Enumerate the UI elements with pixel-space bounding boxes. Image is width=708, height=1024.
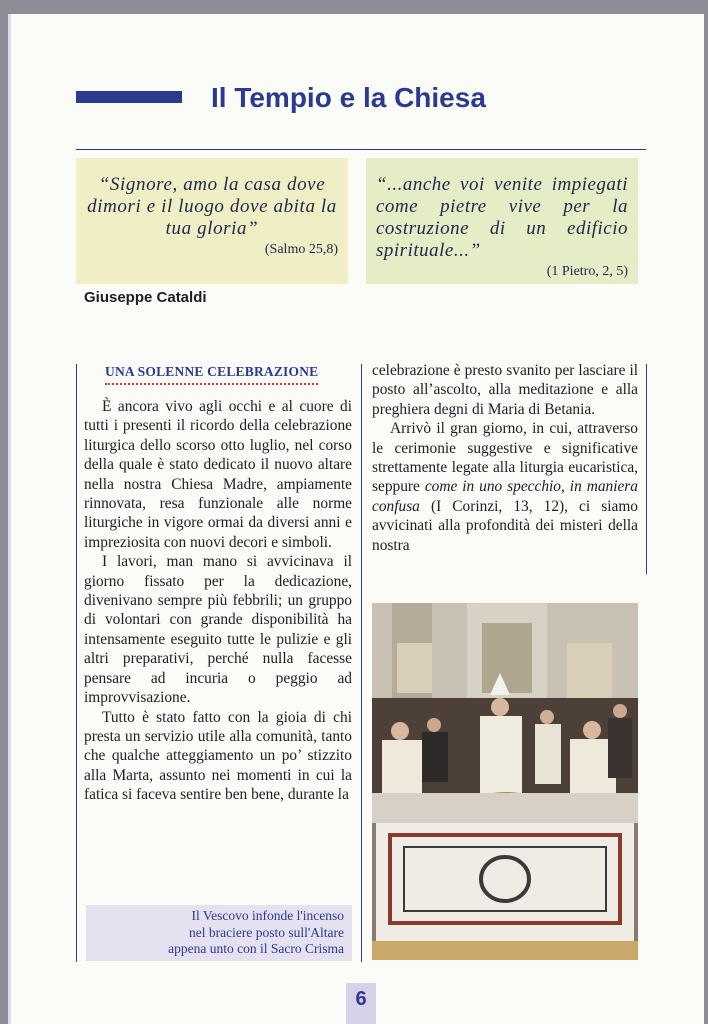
body-paragraph: È ancora vivo agli occhi e al cuore di tutti i presenti il ricordo della celebrazione liturgica dello scorso otto luglio, nel corso della quale è stato dedicato il nuovo altare nella nostra Chiesa Madre, ampiamente rinnovata, resa funzionale alle norme liturgiche in vigore ormai da diversi anni e impreziosita con nuovi decori e simboli. bbox=[84, 398, 352, 551]
caption-line: appena unto con il Sacro Crisma bbox=[168, 941, 344, 956]
quote-text: “Signore, amo la casa dove dimori e il luogo dove abita la tua gloria” bbox=[87, 174, 337, 239]
body-text: (I Corinzi, 13, 12), ci siamo avvicinati alla profondità dei misteri della nostra bbox=[372, 497, 638, 554]
body-paragraph: celebrazione è presto svanito per lasciare il posto all’ascolto, alla meditazione e alla preghiera degni di Maria di Betania. bbox=[372, 362, 638, 418]
right-column-rule bbox=[646, 364, 647, 574]
quote-source: (Salmo 25,8) bbox=[264, 242, 338, 257]
left-text-column bbox=[84, 397, 352, 805]
article-title: Il Tempio e la Chiesa bbox=[211, 82, 486, 113]
quote-source: (1 Pietro, 2, 5) bbox=[546, 264, 628, 279]
quote-text: “...anche voi venite impiegati come pietre vive per la costruzione di un edificio spirituale...” bbox=[376, 174, 628, 261]
caption-line: nel braciere posto sull'Altare bbox=[189, 924, 344, 940]
body-paragraph bbox=[372, 419, 638, 555]
altar-photo bbox=[372, 603, 638, 960]
title-accent-bar bbox=[76, 91, 182, 103]
page-spine bbox=[8, 14, 11, 1024]
body-paragraph: I lavori, man mano si avvicinava il giorno fissato per la dedicazione, divenivano sempre più febbrili; un gruppo di volontari con grande disponibilità ha intensamente eseguito tutte le pulizie e gli altri preparativi, perché nulla facesse pensare ad incuria o peggio ad improvvisazione. bbox=[84, 553, 352, 707]
quote-box-psalm bbox=[76, 158, 348, 284]
caption-line: Il Vescovo infonde l'incenso bbox=[191, 908, 344, 923]
title-divider bbox=[76, 149, 646, 150]
left-column-rule bbox=[76, 364, 77, 962]
page-number: 6 bbox=[355, 988, 367, 1010]
body-paragraph: Tutto è stato fatto con la gioia di chi presta un servizio utile alla comunità, tanto che qualche atteggiamento un po’ stizzito alla Marta, assunto nei momenti in cui la fatica si faceva sentire ben bene, durante la bbox=[84, 708, 352, 804]
center-column-rule bbox=[361, 364, 362, 962]
quote-box-peter bbox=[366, 158, 638, 284]
photo-caption bbox=[86, 905, 352, 961]
body-text: Arrivò il gran giorno, in cui, attraverso le cerimonie suggestive e significative strettamente legate alla liturgia eucaristica, seppure bbox=[372, 420, 638, 496]
scripture-quote: come in uno specchio, in maniera confusa bbox=[372, 478, 638, 515]
article-author: Giuseppe Cataldi bbox=[84, 289, 207, 306]
right-text-column bbox=[372, 361, 638, 555]
section-heading: UNA SOLENNE CELEBRAZIONE bbox=[105, 364, 318, 385]
